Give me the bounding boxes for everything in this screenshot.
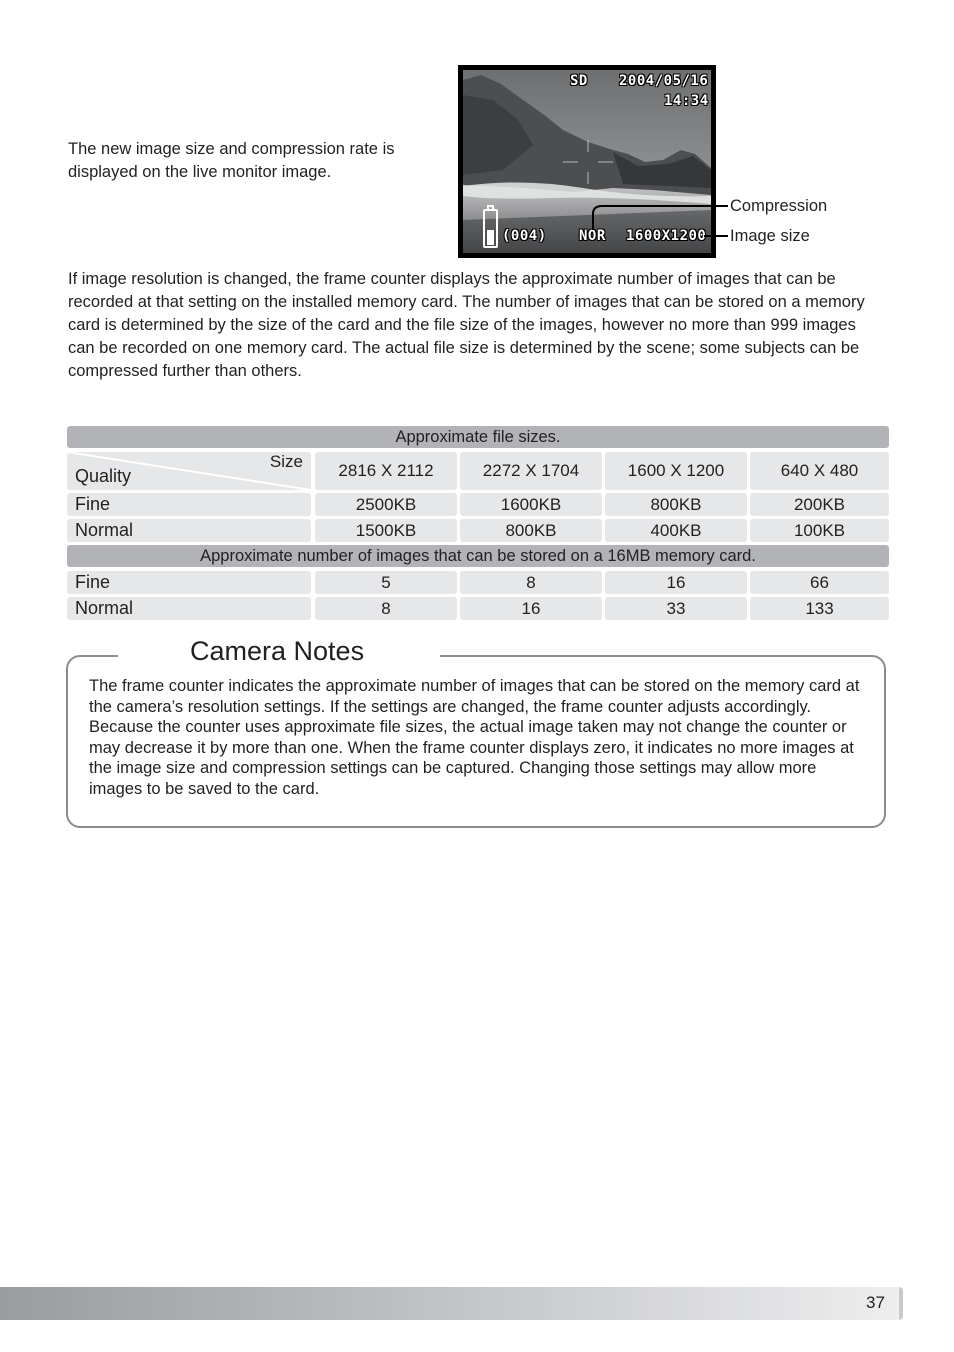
column-header: 1600 X 1200 (605, 452, 747, 490)
table-cell: 400KB (605, 519, 747, 542)
quality-display: NOR (579, 228, 606, 244)
footer-bar (0, 1287, 902, 1320)
row-label-fine: Fine (67, 571, 311, 594)
quality-size-header-cell (67, 452, 311, 490)
table-cell: 1500KB (315, 519, 457, 542)
table-cell: 133 (750, 597, 889, 620)
row-label-normal: Normal (67, 519, 311, 542)
table-cell: 200KB (750, 493, 889, 516)
compression-label: Compression (730, 197, 828, 215)
column-header: 2272 X 1704 (460, 452, 602, 490)
page-number: 37 (866, 1293, 885, 1312)
table-cell: 1600KB (460, 493, 602, 516)
table-cell: 5 (315, 571, 457, 594)
time-display: 14:34 (664, 93, 709, 109)
callout-lines (590, 198, 732, 248)
date-display: 2004/05/16 (619, 73, 709, 89)
quality-label: Quality (75, 466, 132, 486)
size-label: Size (269, 452, 303, 471)
table-cell: 800KB (460, 519, 602, 542)
card-indicator: SD (570, 73, 588, 89)
table-cell: 8 (315, 597, 457, 620)
row-label-normal: Normal (67, 597, 311, 620)
table-cell: 66 (750, 571, 889, 594)
frame-counter: (004) (502, 228, 547, 244)
table-cell: 100KB (750, 519, 889, 542)
camera-notes-title: Camera Notes (190, 636, 365, 666)
table-cell: 16 (605, 571, 747, 594)
intro-text: The new image size and compression rate is displayed on the live monitor image. (68, 140, 395, 181)
body-paragraph: If image resolution is changed, the frame counter displays the approximate number of images that can be recorded at that setting on the installed memory card. The number of images that can be stored on a memory card is determined by the size of the card and the file size of the images, however no more than 999 images can be recorded on one memory card. The actual file size is determined by the scene; some subjects can be compressed further than others. (68, 270, 865, 380)
column-header: 640 X 480 (750, 452, 889, 490)
column-header: 2816 X 2112 (315, 452, 457, 490)
file-sizes-header: Approximate file sizes. (67, 426, 889, 448)
image-size-display: 1600X1200 (626, 228, 707, 244)
row-label-fine: Fine (67, 493, 311, 516)
table-cell: 33 (605, 597, 747, 620)
table-cell: 8 (460, 571, 602, 594)
table-cell: 2500KB (315, 493, 457, 516)
image-size-label: Image size (730, 227, 810, 245)
image-count-header: Approximate number of images that can be stored on a 16MB memory card. (67, 545, 889, 567)
table-cell: 16 (460, 597, 602, 620)
table-cell: 800KB (605, 493, 747, 516)
camera-notes-text: The frame counter indicates the approximate number of images that can be stored on the memory card at the camera’s resolution settings. If the settings are changed, the frame counter adjusts accordingly. Because the counter uses approximate file sizes, the actual image taken may not change the counter or may decrease it by more than one. When the frame counter displays zero, it indicates no more images at the image size and compression settings can be captured. Changing those settings may allow more images to be saved to the card. (89, 677, 860, 798)
